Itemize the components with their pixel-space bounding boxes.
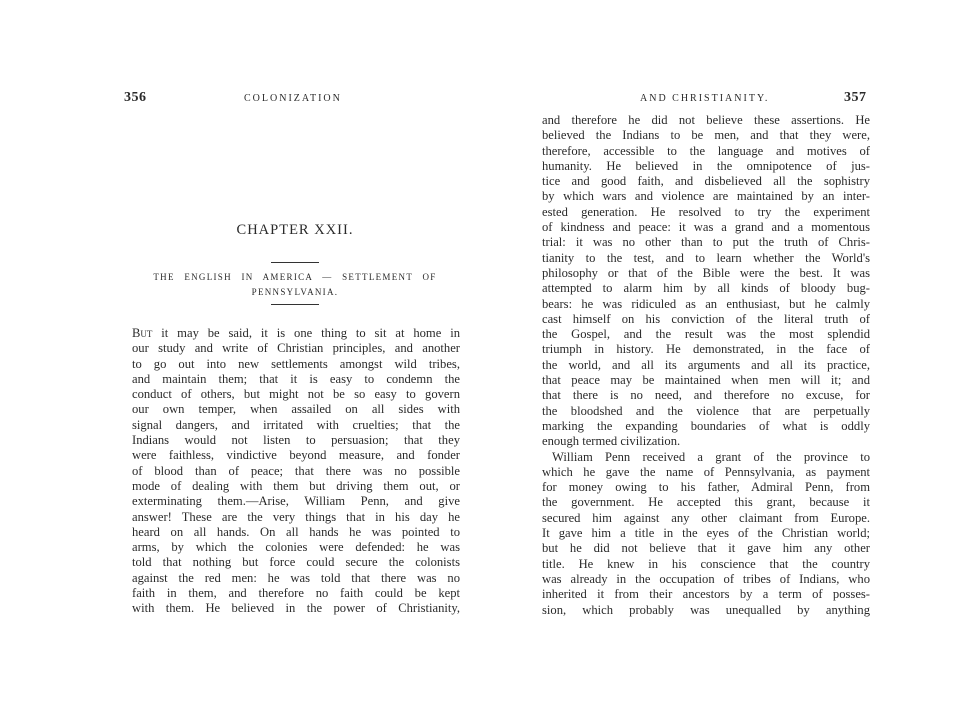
text-line: the government. He accepted this grant, because it: [542, 495, 870, 510]
right-running-head: AND CHRISTIANITY.: [640, 93, 770, 104]
text-line: which he gave the name of Pennsylvania, as payment: [542, 464, 870, 479]
text-line: attempted to alarm him by all kinds of bloody bug-: [542, 281, 870, 296]
chapter-subtitle-rule: [271, 304, 319, 305]
text-line: the Gospel, and the result was the most splendid: [542, 327, 870, 342]
text-line: enough termed civilization.: [542, 434, 681, 449]
text-line: philosophy or that of the Bible were the best. It was: [542, 265, 870, 280]
text-line: the bloodshed and the violence that are perpetually: [542, 403, 870, 418]
lead-word: But: [132, 326, 153, 340]
text-line: therefore, accessible to the language and motives of: [542, 143, 870, 158]
chapter-title-rule: [271, 262, 319, 263]
text-line: mode of dealing with them but driving them out, or: [132, 478, 460, 493]
left-page-number: 356: [124, 90, 147, 105]
text-line: secured him against any other claimant from Europe.: [542, 510, 870, 525]
text-line: were faithless, vindictive beyond measure, and fonder: [132, 448, 460, 463]
text-line: believed the Indians to be men, and that they were,: [542, 128, 870, 143]
text-line: told that nothing but force could secure the colonists: [132, 555, 460, 570]
left-body-text: [132, 326, 460, 617]
text-line: but he did not believe that it gave him any other: [542, 541, 870, 556]
text-line: marking the expanding boundaries of what is oddly: [542, 418, 870, 433]
text-line: to go out into new settlements amongst wild tribes,: [132, 356, 460, 371]
text-line: conduct of others, but might not be so easy to govern: [132, 387, 460, 402]
text-line: triumph in history. He demonstrated, in the face of: [542, 342, 870, 357]
text-line: humanity. He believed in the omnipotence of jus-: [542, 158, 870, 173]
right-page-number: 357: [844, 90, 867, 105]
right-body-text: [542, 113, 870, 618]
chapter-title: CHAPTER XXII.: [236, 222, 354, 238]
text-line: exterminating them.—Arise, William Penn, and give: [132, 494, 460, 509]
text-line: faith in them, and therefore no faith could be kept: [132, 586, 460, 601]
text-line: Indians would not listen to persuasion; that they: [132, 433, 460, 448]
text-line: tice and good faith, and disbelieved all the sophistry: [542, 174, 870, 189]
text-line: William Penn received a grant of the province to: [552, 449, 870, 464]
text-line: was already in the occupation of tribes of Indians, who: [542, 571, 870, 586]
left-running-head: COLONIZATION: [244, 93, 342, 104]
text-line: that there is no need, and therefore no excuse, for: [542, 388, 870, 403]
text-line: bears: he was ridiculed as an enthusiast, but he calmly: [542, 296, 870, 311]
text-line: for money owing to his father, Admiral Penn, from: [542, 480, 870, 495]
text-line: and maintain them; that it is easy to condemn the: [132, 371, 460, 386]
text-line: of blood than of peace; that there was no possible: [132, 463, 460, 478]
text-line: sion, which probably was unequalled by anything: [542, 602, 870, 617]
right-page: [490, 0, 980, 728]
text-line: signal dangers, and irritated with cruelties; that the: [132, 417, 460, 432]
text-line: and therefore he did not believe these assertions. He: [542, 113, 870, 127]
text-line: answer! These are the very things that in his day he: [132, 509, 460, 524]
text-line: by which wars and violence are maintained by an inter-: [542, 189, 870, 204]
text-line: with them. He believed in the power of Christianity,: [132, 601, 460, 616]
text-line: It gave him a title in the eyes of the Christian world;: [542, 526, 870, 541]
chapter-subtitle: [130, 270, 460, 300]
text-line: that peace may be maintained when men will it; and: [542, 373, 870, 388]
text-line: ested generation. He resolved to try the experiment: [542, 204, 870, 219]
text-line: inherited it from their ancestors by a term of posses-: [542, 587, 870, 602]
text-line: arms, by which the colonies were defended: he was: [132, 540, 460, 555]
text-line: against the red men: he was told that there was no: [132, 570, 460, 585]
text-line: of kindness and peace: it was a grand and a momentous: [542, 220, 870, 235]
text-line: our study and write of Christian principles, and another: [132, 341, 460, 356]
text-line: trial: it was no other than to put the truth of Chris-: [542, 235, 870, 250]
text-line: title. He knew in his conscience that the country: [542, 556, 870, 571]
text-line: tianity to the test, and to learn whether the World's: [542, 250, 870, 265]
text-line: heard on all hands. On all hands he was pointed to: [132, 524, 460, 539]
text-line: our own temper, when assailed on all sides with: [132, 402, 460, 417]
chapter-subtitle-line: PENNSYLVANIA.: [251, 287, 339, 297]
text-line: the world, and all its arguments and all its practice,: [542, 357, 870, 372]
text-line: cast himself on his conviction of the literal truth of: [542, 311, 870, 326]
chapter-subtitle-line: THE ENGLISH IN AMERICA — SETTLEMENT OF: [153, 272, 437, 282]
text-line: But it may be said, it is one thing to sit at home in: [132, 326, 460, 340]
